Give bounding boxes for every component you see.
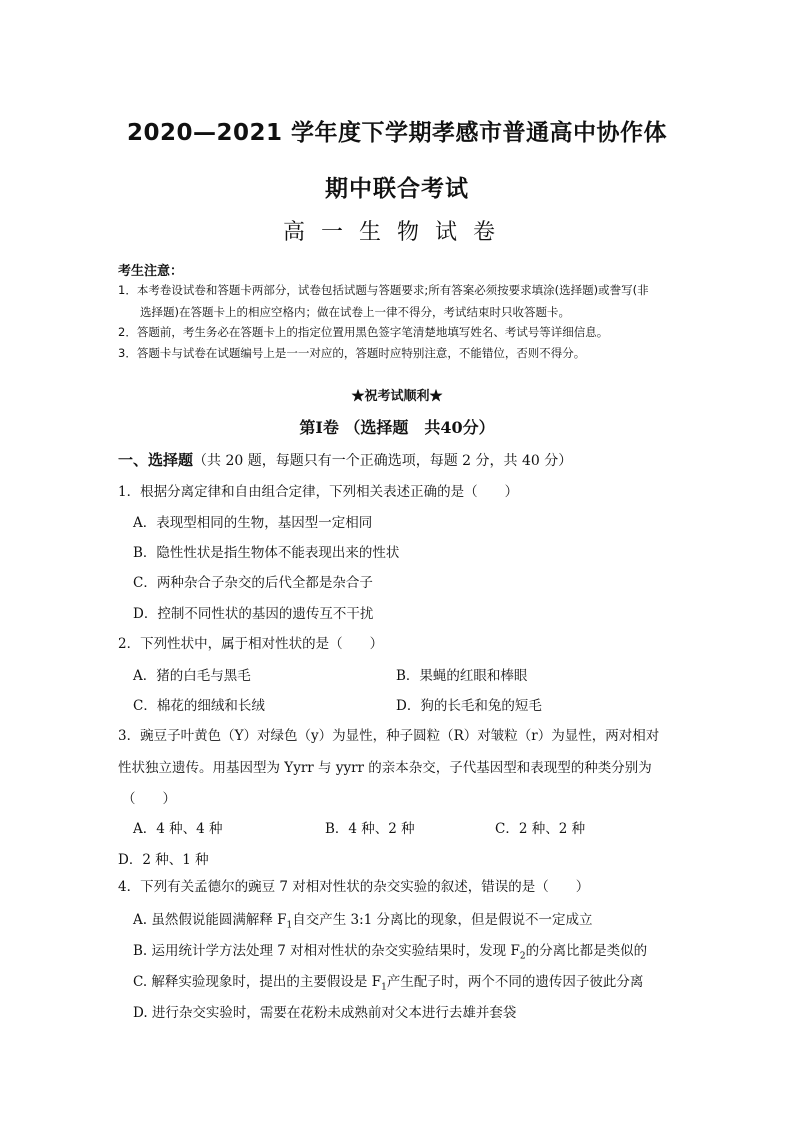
option: B．果蝇的红眼和棒眼 [396, 668, 528, 684]
wish-line: ★祝考试顺利★ [351, 389, 443, 404]
notice-item: 3．答题卡与试卷在试题编号上是一一对应的，答题时应特别注意，不能错位，否则不得分。 [118, 346, 586, 360]
question-stem: （ ） [122, 791, 176, 807]
option: A．4 种、4 种 [133, 821, 223, 837]
option-text: C. 解释实验现象时，提出的主要假设是 F [133, 974, 382, 990]
subscript: 1 [381, 982, 387, 993]
option-text: 的分离比都是类似的 [525, 943, 648, 959]
question-stem: 性状独立遗传。用基因型为 Yyrr 与 yyrr 的亲本杂交，子代基因型和表现型的种类分别为 [118, 760, 652, 776]
option: D．控制不同性状的基因的遗传互不干扰 [133, 606, 374, 622]
option: D．2 种、1 种 [118, 852, 209, 868]
question-stem: 1．根据分离定律和自由组合定律，下列相关表述正确的是（ ） [118, 484, 519, 500]
exam-subtitle: 期中联合考试 [325, 176, 469, 202]
option-text: B. 运用统计学方法处理 7 对相对性状的杂交实验结果时，发现 F [133, 943, 520, 959]
subscript: 2 [519, 951, 526, 962]
option [133, 908, 593, 931]
option [133, 970, 643, 993]
question-stem: 4．下列有关孟德尔的豌豆 7 对相对性状的杂交实验的叙述，错误的是（ ） [118, 879, 590, 895]
section-desc: （共 20 题，每题只有一个正确选项，每题 2 分，共 40 分） [193, 453, 573, 469]
question-stem: 2．下列性状中，属于相对性状的是（ ） [118, 636, 384, 652]
option [133, 939, 647, 962]
option: A．猪的白毛与黑毛 [133, 668, 251, 684]
option: C．两种杂合子杂交的后代全都是杂合子 [133, 575, 373, 591]
option-text: 产生配子时，两个不同的遗传因子彼此分离 [386, 974, 644, 990]
part-title: 第Ⅰ卷 （选择题 共40分） [299, 418, 495, 437]
option: D．狗的长毛和兔的短毛 [396, 698, 542, 714]
section-heading [118, 449, 572, 470]
option: A．表现型相同的生物，基因型一定相同 [133, 515, 373, 531]
option: D. 进行杂交实验时，需要在花粉未成熟前对父本进行去雄并套袋 [133, 1005, 517, 1021]
notice-heading: 考生注意： [118, 264, 184, 279]
option-text: A. 虽然假说能圆满解释 F [133, 912, 287, 928]
notice-item: 选择题)在答题卡上的相应空格内；做在试卷上一律不得分，考试结束时只收答题卡。 [140, 305, 570, 319]
option: C．2 种、2 种 [495, 821, 586, 837]
subject-title: 高一生物试卷 [282, 220, 511, 245]
option-text: 自交产生 3:1 分离比的现象，但是假说不一定成立 [292, 912, 593, 928]
option: B．4 种、2 种 [325, 821, 415, 837]
notice-item: 1．本考卷设试卷和答题卡两部分，试卷包括试题与答题要求;所有答案必须按要求填涂(选择题)或誊写(非 [118, 283, 649, 297]
question-stem: 3．豌豆子叶黄色（Y）对绿色（y）为显性，种子圆粒（R）对皱粒（r）为显性，两对相对 [118, 728, 660, 744]
subscript: 1 [286, 920, 293, 931]
option: B．隐性性状是指生物体不能表现出来的性状 [133, 545, 400, 561]
notice-item: 2．答题前，考生务必在答题卡上的指定位置用黑色签字笔清楚地填写姓名、考试号等详细信息。 [118, 325, 609, 339]
exam-title: 2020—2021 学年度下学期孝感市普通高中协作体 [126, 120, 668, 146]
section-label: 一、选择题 [118, 451, 194, 469]
option: C．棉花的细绒和长绒 [133, 698, 265, 714]
